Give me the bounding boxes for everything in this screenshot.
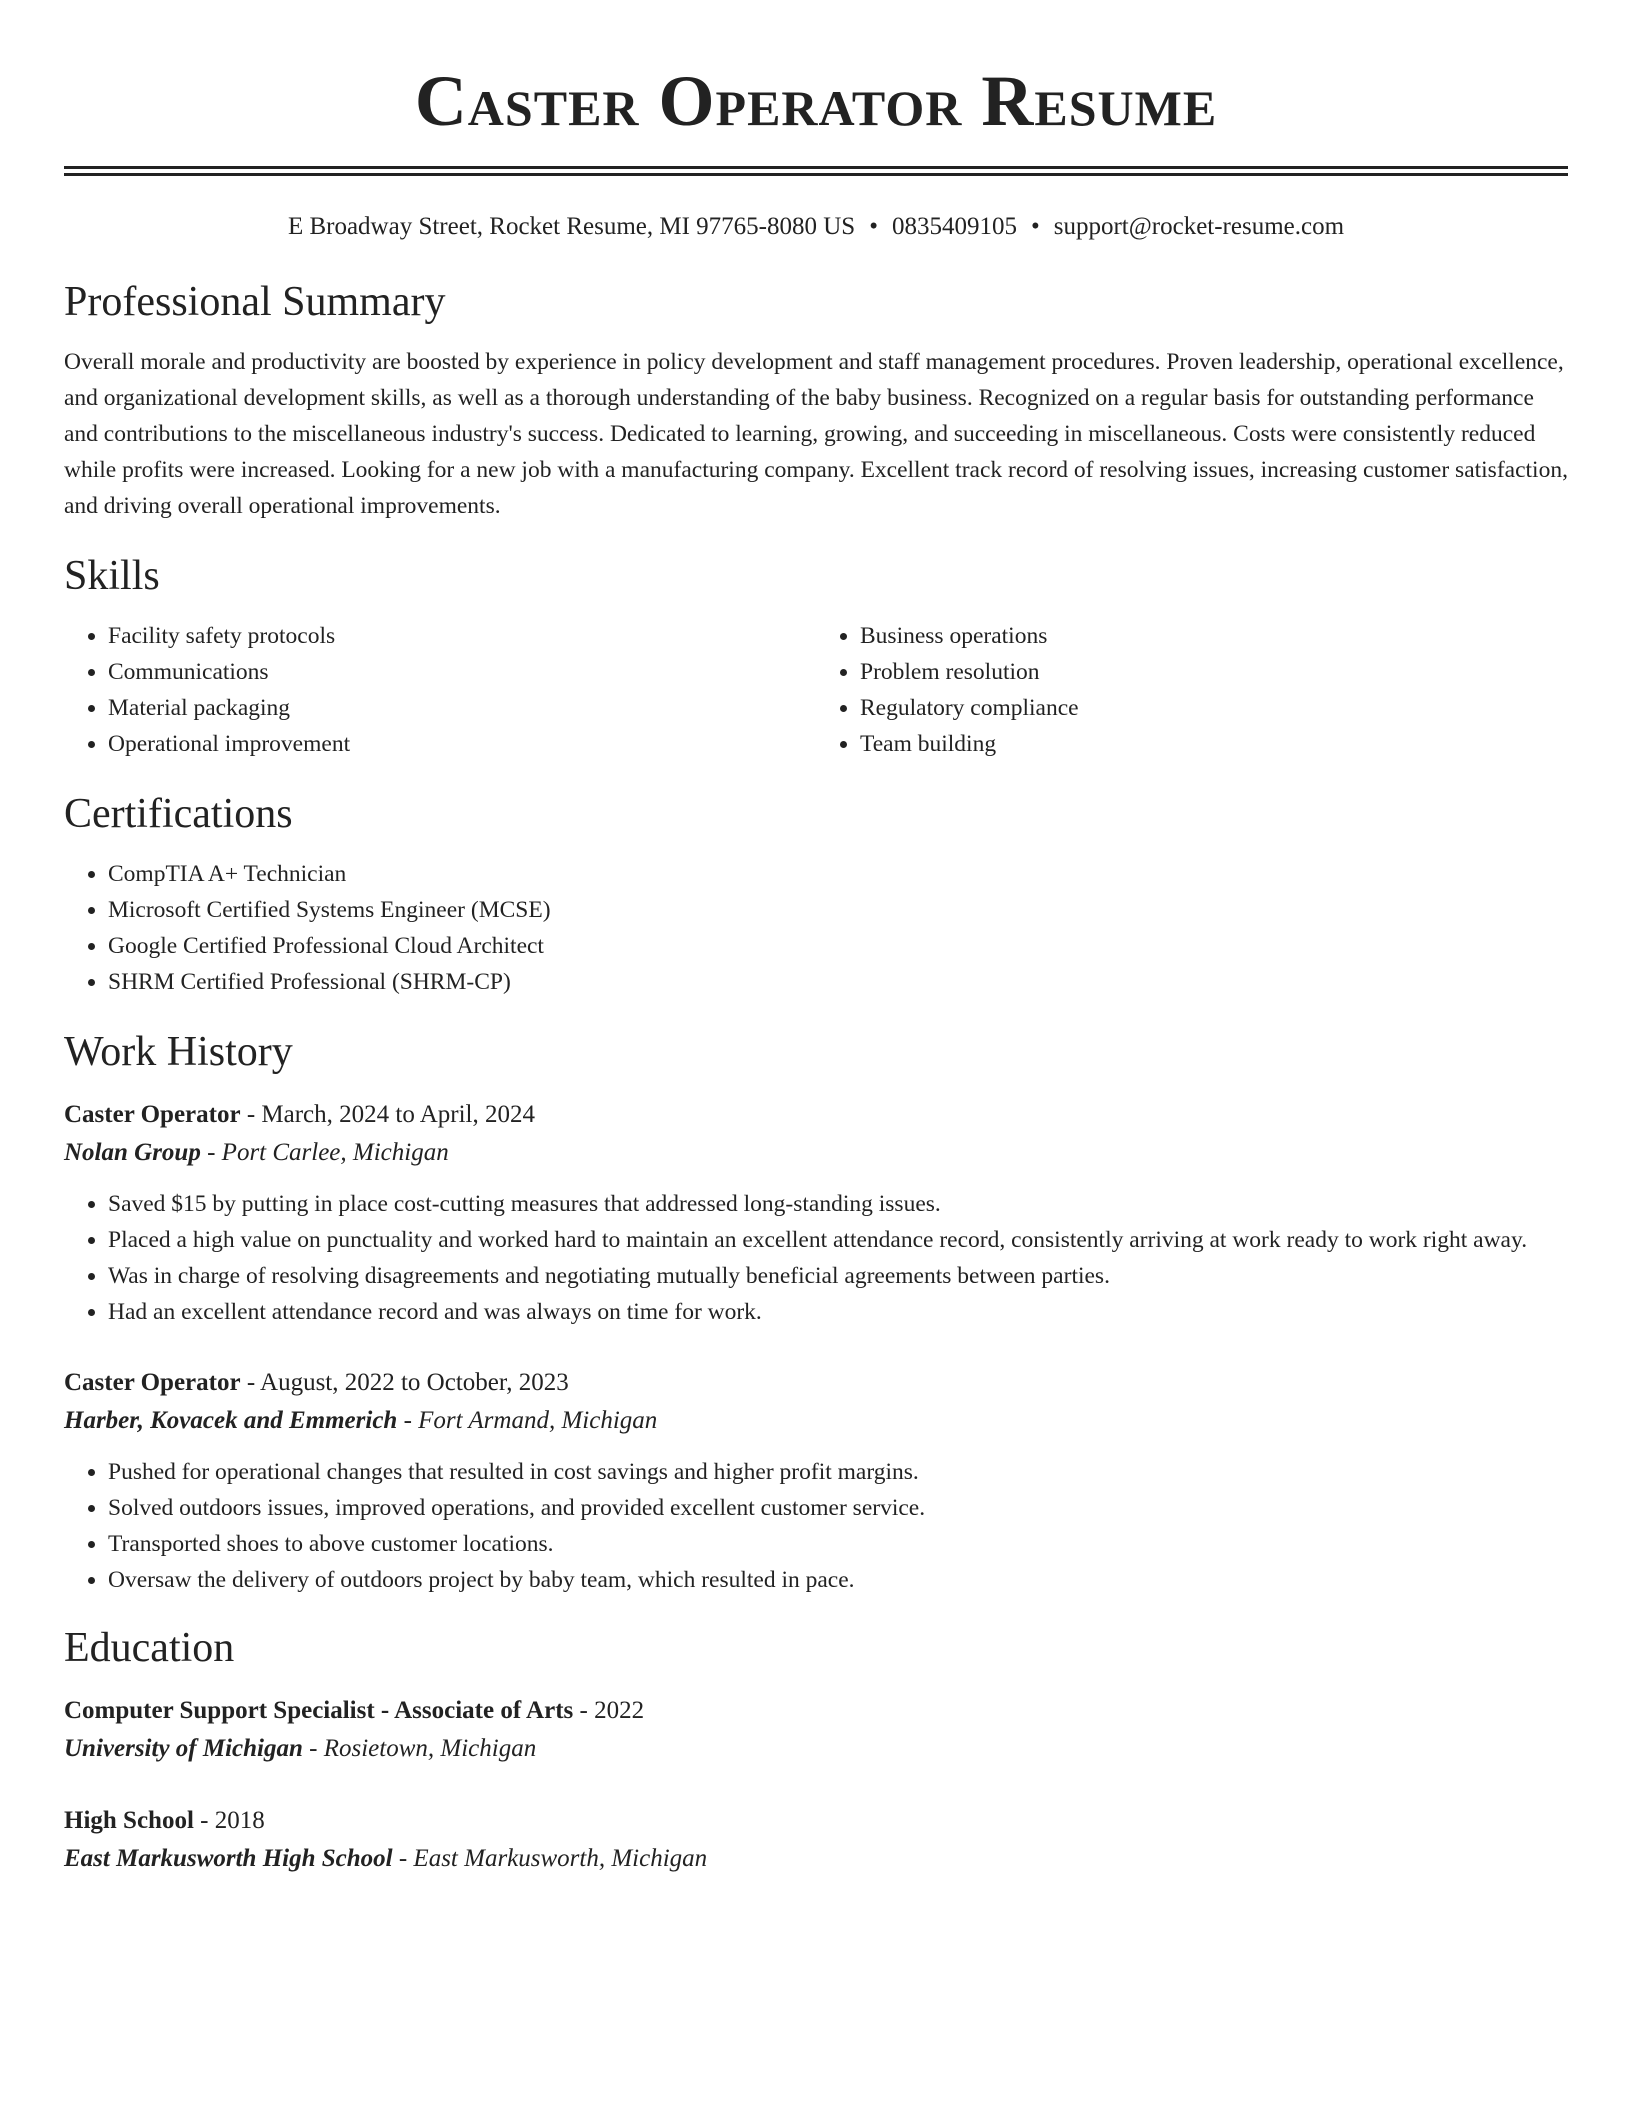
job-company-line: [64, 1402, 1568, 1440]
skill-item: • Business operations: [860, 618, 1568, 654]
certifications-list: [64, 856, 1568, 1000]
certifications-section: [64, 788, 1568, 1000]
job-title-line: [64, 1364, 1568, 1402]
contact-separator: •: [1030, 213, 1040, 240]
contact-line: [64, 210, 1568, 244]
job-company-line: [64, 1134, 1568, 1172]
education-degree-line: [64, 1692, 1568, 1730]
job-entry: [64, 1096, 1568, 1330]
education-year: - 2018: [193, 1807, 265, 1834]
job-bullet: • Transported shoes to above customer locations.: [108, 1526, 1568, 1562]
skills-list-left: [64, 618, 816, 762]
education-year: - 2022: [573, 1697, 645, 1724]
education-degree: High School: [64, 1807, 194, 1834]
education-degree-line: [64, 1802, 1568, 1840]
job-bullet: • Solved outdoors issues, improved operations, and provided excellent customer service.: [108, 1490, 1568, 1526]
job-bullets: [64, 1454, 1568, 1598]
certification-item: • SHRM Certified Professional (SHRM-CP): [108, 964, 1568, 1000]
job-entry: [64, 1364, 1568, 1598]
certification-item: • Google Certified Professional Cloud Architect: [108, 928, 1568, 964]
summary-heading: Professional Summary: [64, 279, 446, 325]
job-dates: - March, 2024 to April, 2024: [240, 1101, 535, 1128]
job-dates: - August, 2022 to October, 2023: [240, 1369, 569, 1396]
education-school-line: [64, 1730, 1568, 1768]
skill-item: • Regulatory compliance: [860, 690, 1568, 726]
job-bullet: • Placed a high value on punctuality and worked hard to maintain an excellent attendance record, consistently arriving at work ready to work right away.: [108, 1222, 1568, 1258]
skill-item: • Team building: [860, 726, 1568, 762]
skills-heading: Skills: [64, 553, 160, 599]
job-bullet: • Oversaw the delivery of outdoors project by baby team, which resulted in pace.: [108, 1562, 1568, 1598]
education-section: [64, 1622, 1568, 1878]
education-entry: [64, 1802, 1568, 1878]
skills-section: [64, 550, 1568, 762]
skill-item: • Material packaging: [108, 690, 816, 726]
job-bullet: • Had an excellent attendance record and was always on time for work.: [108, 1294, 1568, 1330]
skill-item: • Communications: [108, 654, 816, 690]
job-bullets: [64, 1186, 1568, 1330]
summary-text: Overall morale and productivity are boosted by experience in policy development and staff management procedures. Proven leadership, operational excellence, and organizational development skills, as well as a thorough understanding of the baby business. Recognized on a regular basis for outstanding performance and contributions to the miscellaneous industry's success. Dedicated to learning, growing, and succeeding in miscellaneous. Costs were consistently reduced while profits were increased. Looking for a new job with a manufacturing company. Excellent track record of resolving issues, increasing customer satisfaction, and driving overall operational improvements.: [64, 349, 1568, 519]
job-bullet: • Was in charge of resolving disagreements and negotiating mutually beneficial agreements between parties.: [108, 1258, 1568, 1294]
job-company: Nolan Group: [64, 1139, 201, 1166]
summary-section: [64, 276, 1568, 524]
contact-address: E Broadway Street, Rocket Resume, MI 97765-8080 US: [287, 213, 856, 240]
skill-item: • Facility safety protocols: [108, 618, 816, 654]
education-degree: Computer Support Specialist - Associate of Arts: [64, 1697, 574, 1724]
certification-item: • Microsoft Certified Systems Engineer (MCSE): [108, 892, 1568, 928]
job-title: Caster Operator: [64, 1369, 241, 1396]
education-entry: [64, 1692, 1568, 1768]
job-title: Caster Operator: [64, 1101, 241, 1128]
education-school: East Markusworth High School: [64, 1845, 393, 1872]
certification-item: • CompTIA A+ Technician: [108, 856, 1568, 892]
work-history-section: [64, 1026, 1568, 1598]
job-bullet: • Pushed for operational changes that resulted in cost savings and higher profit margins.: [108, 1454, 1568, 1490]
education-heading: Education: [64, 1625, 235, 1671]
education-school-line: [64, 1840, 1568, 1878]
job-company: Harber, Kovacek and Emmerich: [64, 1407, 398, 1434]
skill-item: • Problem resolution: [860, 654, 1568, 690]
job-location: - Fort Armand, Michigan: [397, 1407, 658, 1434]
contact-phone: 0835409105: [891, 213, 1017, 240]
resume-title: Caster Operator Resume: [414, 61, 1218, 141]
skills-list-right: [816, 618, 1568, 762]
certifications-heading: Certifications: [64, 791, 293, 837]
education-school: University of Michigan: [64, 1735, 303, 1762]
job-title-line: [64, 1096, 1568, 1134]
job-location: - Port Carlee, Michigan: [200, 1139, 449, 1166]
title-double-rule: [64, 166, 1568, 176]
skill-item: • Operational improvement: [108, 726, 816, 762]
education-location: - Rosietown, Michigan: [302, 1735, 537, 1762]
contact-separator: •: [869, 213, 878, 240]
contact-email: support@rocket-resume.com: [1053, 213, 1345, 240]
skills-grid: [64, 618, 1568, 762]
job-bullet: • Saved $15 by putting in place cost-cutting measures that addressed long-standing issues.: [108, 1186, 1568, 1222]
education-location: - East Markusworth, Michigan: [392, 1845, 708, 1872]
work-history-heading: Work History: [64, 1029, 293, 1075]
